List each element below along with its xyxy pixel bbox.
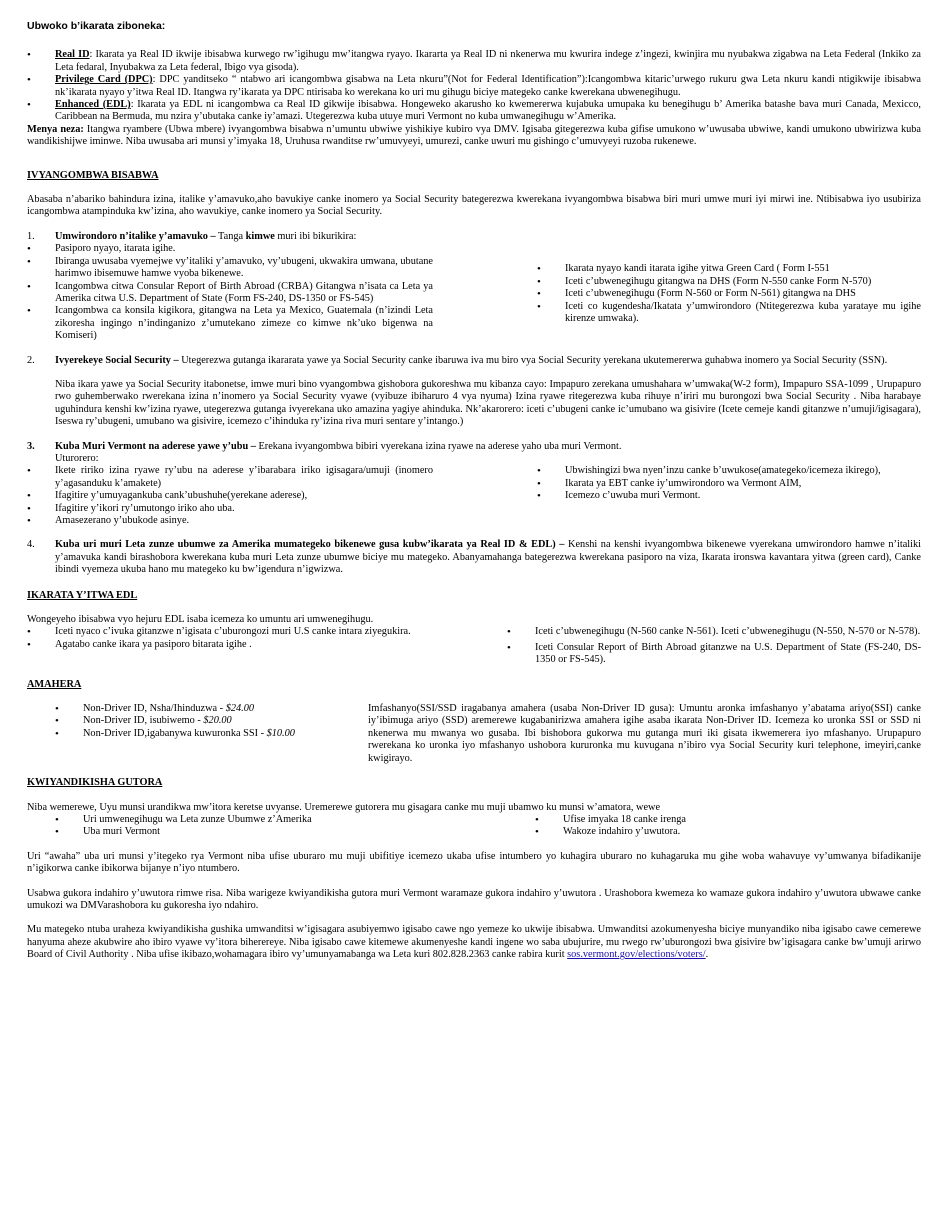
desc: : Ikarata ya Real ID ikwije ibisabwa kurwego rw’igihugu mw’itangwa ryayo. Ikararta ya Real ID ni nkenerwa mu kwurira indege z’ingezi, kwinjira mu nyubakwa zigabwa na Leta Federal (Inkiko za Leta fedaral, Inyubakwa za Leta federal, Ibigo vya gisoda). — [55, 49, 921, 73]
edl-left-list — [27, 626, 457, 666]
document-page — [27, 20, 921, 962]
edl-intro: Wongeyeho ibisabwa vyo hejuru EDL isaba icemeza ko umuntu ari umwenegihugu. — [27, 614, 374, 626]
voter-paragraph-1: Uri “awaha” uba uri munsi y’itegeko rya Vermont niba ufise uburaro mu muji ubifitiye icemezo ukaba ufise intumbero yo kuhagira uburaro no kuhagaruka mu gihe woba wahavuye vy’umwanya bifadikanije n’igikorwa canke ibikorwa bijanye n’iyo ntumbero. — [27, 850, 921, 875]
list-item: • Wakoze indahiro y’uwutora. — [535, 826, 921, 838]
item-number: 4. — [27, 539, 35, 551]
item-title: Kuba Muri Vermont na aderese yawe y’ubu – — [55, 440, 256, 452]
card-type-dpc — [27, 74, 921, 99]
voter-left-list — [55, 814, 505, 839]
list-item: • Ifagitire y’ikori ry’umutongo iriko aho uba. — [27, 503, 433, 515]
edl-right-list — [507, 626, 921, 666]
fee-label: Non-Driver ID, isubiwemo - — [83, 715, 204, 727]
list-item: • Ikarata ya EBT canke iy’umwirondoro wa Vermont AIM, — [537, 478, 921, 490]
list-item: • Iceti co kugendesha/Ikatata y’umwirondoro (Ntitegerezwa kuba yarataye mu igihe kirenze umwaka). — [537, 301, 921, 326]
voter-paragraph-2: Usabwa gukora indahiro y’uwutora rimwe risa. Niba warigeze kwiyandikisha gutora muri Vermont waramaze gukora indahiro y’uwutora . Urashobora kwemeza ko wamaze gukora indahiro y’uwutora ubwawe canke umukozi wa DMVarashobora ku gukoresha iyo ndahiro. — [27, 887, 921, 911]
list-item: • Icangombwa citwa Consular Report of Birth Abroad (CRBA) Gitangwa n’isata ca Leta ya Amerika citwa U.S. Department of State (Form FS-240, DS-1350 or FS-545) — [27, 281, 433, 306]
fees-paragraph: Imfashanyo(SSI/SSD iragabanya amahera (usaba Non-Driver ID gusa): Umuntu aronka imfashanyo y’abatama ariyo(SSI) canke iy’ibimuga ariyo (SSD) aremerewe kugabanirizwa amahera igihe asaba ikarata Non-Driver ID. Icemeza ko uronka SSI or SSD ni nkenerwa mu mwanya wo gusaba. Ibi bishobora gukorwa mu gutanga muri iki gisata ikwemerera iyo mfashanyo. Urupapuro rwerekana ko uronka iyo mfashanyo ushobora kururonka mu kuvugana n’ibiro vya Social Security kuri telephone, imeyiri,canke kwigirayo. — [368, 703, 921, 764]
section-heading-docs: IVYANGOMBWA BISABWA — [27, 169, 159, 181]
docs-item-3-right — [537, 465, 921, 527]
list-item: • Icemezo c’uwuba muri Vermont. — [537, 490, 921, 502]
section-heading-edl: IKARATA Y’ITWA EDL — [27, 589, 138, 601]
card-type-edl — [27, 99, 921, 124]
item-number: 3. — [27, 440, 35, 452]
list-item: • Ubwishingizi bwa nyen’inzu canke b’uwukose(amategeko/icemeza ikirego), — [537, 465, 921, 477]
term: Real ID — [55, 49, 90, 61]
list-item: • Ikarata nyayo kandi itarata igihe yitwa Green Card ( Form I-551 — [537, 263, 921, 275]
elections-link[interactable]: sos.vermont.gov/elections/voters/ — [567, 949, 706, 961]
lead: Tanga — [215, 230, 246, 242]
item-text: Kenshi na kenshi ivyangombwa bikenewe vyerekana umwirondoro hamwe n’italiki y’amavuka kandi birashobora kwerekana kuba muri Leta zunze ubumwe biciye mu mategeko. Abanyamahanga bategerezwa kwerekana pasiporo na viza, Ikarata ironswa kavantara yitwa (green card), Canke ibindi vyemeza ukuba hano mu mategeko ku bw’igendura n’igwizwa. — [55, 539, 922, 576]
voter-intro: Niba wemerewe, Uyu munsi urandikwa mw’itora keretse uvyanse. Uremerewe gutorera mu gisagara canke mu muji ubamwo ku munsi w’amatora, wewe — [27, 801, 661, 813]
term: Privilege Card (DPC) — [55, 74, 153, 86]
docs-item-1 — [27, 231, 921, 343]
list-item: • Iceti nyaco c’ivuka gitanzwe n’igisata c’uburongozi muri U.S canke intara ziyegukira. — [27, 626, 457, 638]
note-label: Menya neza: — [27, 123, 84, 135]
docs-intro: Abasaba n’abariko bahindura izina, italike y’amavuko,aho bavukiye canke inomero ya Social Security bategerezwa kwerekana ivyangombwa bisabwa biri muri umwe muri iyi mirwi ine. Ntibisabwa iyo usubiriza icangombwa atampinduka kw’izina, aho wavukiye, canke inomero ya Social Security. — [27, 194, 921, 218]
item-paragraph: Niba ikara yawe ya Social Security itabonetse, imwe muri bino vyangombwa gishobora gukoreshwa mu kibanza cayo: Impapuro zerekana umushahara w’umwaka(W-2 form), Impapuro SSA-1099 , Urupapuro rwo guhemberwako rwerekana izina n’inomero ya Social Security vyawe (vyibuze ibiharuro 4 vya nyuma) Izina ryawe ritegerezwa kuba rihuye n’iriri mu burongozi bwa Social Security . Niba harabaye uguhindura kenshi kw’izina ryawe, utegerezwa gutanga ivyerekana uko amazina yagiye ahinduka. Nk’akarorero: iceti c’ubugeni canke ic’umubano wa gisivire (Icete cemeje kandi gitanzwe n’umuji/igisagara), Iseswa ry’ubugeni, umubano wa gisivire, icemezo c’ihinduka ry’izina riva muri sentare y’intango.) — [55, 378, 921, 428]
item-title: Kuba uri muri Leta zunze ubumwe za Amerika mumategeko bikenewe gusa kubw’ikarata ya Real ID & EDL) – — [55, 539, 565, 551]
list-item: • Icangombwa ca konsila kigikora, gitangwa na Leta ya Mexico, Guatemala (n’izindi Leta zikoresha ingingo n’indinganizo z’umutekano zimeze co kimwe nk’uko bigenwa na Komiseri) — [27, 305, 433, 342]
item-number: 1. — [27, 230, 35, 242]
section-heading-fees: AMAHERA — [27, 678, 82, 690]
docs-item-2 — [27, 355, 921, 429]
item-title: Ivyerekeye Social Security – — [55, 354, 179, 366]
lead-end: muri ibi bikurikira: — [274, 230, 357, 242]
voter-right-list — [535, 814, 921, 839]
card-type-real-id — [27, 49, 921, 74]
list-item: • Iceti Consular Report of Birth Abroad gitanzwe na U.S. Department of State (FS-240, DS-1350 or FS-545). — [507, 642, 921, 667]
list-item: • Ikete ririko izina ryawe ry’ubu na aderese y’ibarabara iriko igisagara/umuji (inomero y’agasanduku k’amakete) — [27, 465, 433, 490]
fee-price: $24.00 — [225, 703, 255, 715]
item-text: Erekana ivyangombwa bibiri vyerekana izina ryawe na aderese yaho uba muri Vermont. — [255, 440, 622, 452]
term: Enhanced (EDL) — [55, 99, 131, 111]
fees-list — [55, 703, 355, 765]
docs-item-4 — [27, 539, 921, 576]
list-item: • Uri umwenegihugu wa Leta zunze Ubumwe z’Amerika — [55, 814, 505, 826]
list-item: • Ibiranga uwusaba vyemejwe vy’italiki y’amavuko, vy’ubugeni, ukwakira umwana, ubutane harimwo ibisemuwe hamwe vyoba bikenewe. — [27, 256, 433, 281]
list-item: • Iceti c’ubwenegihugu (N-560 canke N-561). Iceti c’ubwenegihugu (N-550, N-570 or N-578). — [507, 626, 921, 638]
fee-label: Non-Driver ID,igabanywa kuwuronka SSI - — [83, 727, 267, 739]
item-text: Utegerezwa gutanga ikararata yawe ya Social Security canke ibaruwa iva mu biro vya Social Security yerekana ukutemererwa guhabwa inomero ya Social Security (SSN). — [178, 354, 888, 366]
voter-columns — [27, 814, 921, 839]
voter-paragraph-3 — [27, 924, 921, 961]
voter-paragraph-3-text: Mu mategeko ntuba uraheza kwiyandikisha gushika umwanditsi w’igisagara asubiyemwo igisabo cawe ngo yemeze ko ukwije ibisabwa. Umwanditsi azokumenyesha biciye munyandiko niba igisabo cawe cemerewe hanyuma aheze akubwire aho ibiro vyawe vy’itora biherereye. Niba igisabo cawe kitemewe akumenyeshe kandi ingene wo saba ubujurire, mu rwego rw’uburongozi bwa gisivire bw’igisagara canke bw’umuji arirwo Board of Civil Authority . Niba ufise ikibazo,wohamagara ibiro vy’umunyamabanga wa Leta kuri 802.828.2363 canke rabira kurit — [27, 924, 921, 961]
list-item: • Pasiporo nyayo, itarata igihe. — [27, 243, 433, 255]
lead-emph: kimwe — [245, 230, 275, 242]
docs-item-1-right — [537, 263, 921, 342]
fee-price: $10.00 — [266, 727, 295, 739]
list-item: • Uba muri Vermont — [55, 826, 505, 838]
desc: : DPC yanditseko “ ntabwo ari icangombwa gisabwa na Leta nkuru”(Not for Federal Identification”):Icangombwa kitaric’urwego rukuru gwa Leta nkuru kandi ntigikwije ibisabwa nk’ikarata nyayo y’itwa Real ID. Itangwa ry’ikarata ya DPC ntirisaba ko werekana ko uri mu gihugu biciye mategeko canke kwerekana ubwenegihugu. — [55, 74, 921, 98]
list-item: • Iceti c’ubwenegihugu (Form N-560 or Form N-561) gitangwa na DHS — [537, 288, 921, 300]
desc: : Ikarata ya EDL ni icangombwa ca Real ID gikwije ibisabwa. Hongeweko akarusho ko kwemererwa kujabuka umupaka ku benegihugu b’ Amerika batashe bava muri Canada, Mexicco, Caribbean na Bermuda, mu nzira y’ubutaka canke iy’amazi. Utegerezwa kuba utuye muri Vermont no kuba umwanegihugu w’Amerika. — [55, 99, 921, 123]
fee-item — [55, 728, 355, 740]
examples-label: Uturorero: — [55, 452, 99, 464]
list-item: • Iceti c’ubwenegihugu gitangwa na DHS (Form N-550 canke Form N-570) — [537, 276, 921, 288]
list-item: • Ufise imyaka 18 canke irenga — [535, 814, 921, 826]
list-item: • Amasezerano y’ubukode asinye. — [27, 515, 433, 527]
docs-item-1-left — [27, 243, 433, 342]
paragraph-end: . — [705, 949, 709, 961]
edl-columns — [27, 626, 921, 666]
docs-item-3 — [27, 441, 921, 528]
list-item: • Ifagitire y’umuyagankuba cank’ubushuhe(yerekane aderese), — [27, 490, 433, 502]
note-paragraph — [27, 124, 921, 149]
fee-label: Non-Driver ID, Nsha/Ihinduzwa - — [83, 703, 226, 715]
section-heading-voter: KWIYANDIKISHA GUTORA — [27, 777, 163, 789]
fee-item — [55, 715, 355, 727]
item-number: 2. — [27, 354, 35, 366]
item-title: Umwirondoro n’italike y’amavuko – — [55, 230, 216, 242]
note-text: Itangwa ryambere (Ubwa mbere) ivyangombwa bisabwa n’umuntu ubwiwe yishikiye kubiro vya DMV. Igisaba gitegerezwa kuba gifise umukono w’uwusaba ubwiwe, kandi umukono ubwirizwa kuba wandikishijwe iminwe. Niba uwusaba ari munsi y’imyaka 18, Uruhusa rwanditse rw’umuvyeyi, umurezi, canke uwuri mu gishingo c’umuvyeyi ruzoba rukenewe. — [27, 123, 921, 148]
fee-item — [55, 703, 355, 715]
page-title: Ubwoko b’ikarata ziboneka: — [27, 20, 166, 32]
list-item: • Agatabo canke ikara ya pasiporo bitarata igihe . — [27, 639, 457, 651]
fee-price: $20.00 — [203, 715, 232, 727]
card-types-list — [27, 49, 921, 123]
fees-columns — [27, 703, 921, 765]
docs-item-3-left — [27, 465, 433, 527]
